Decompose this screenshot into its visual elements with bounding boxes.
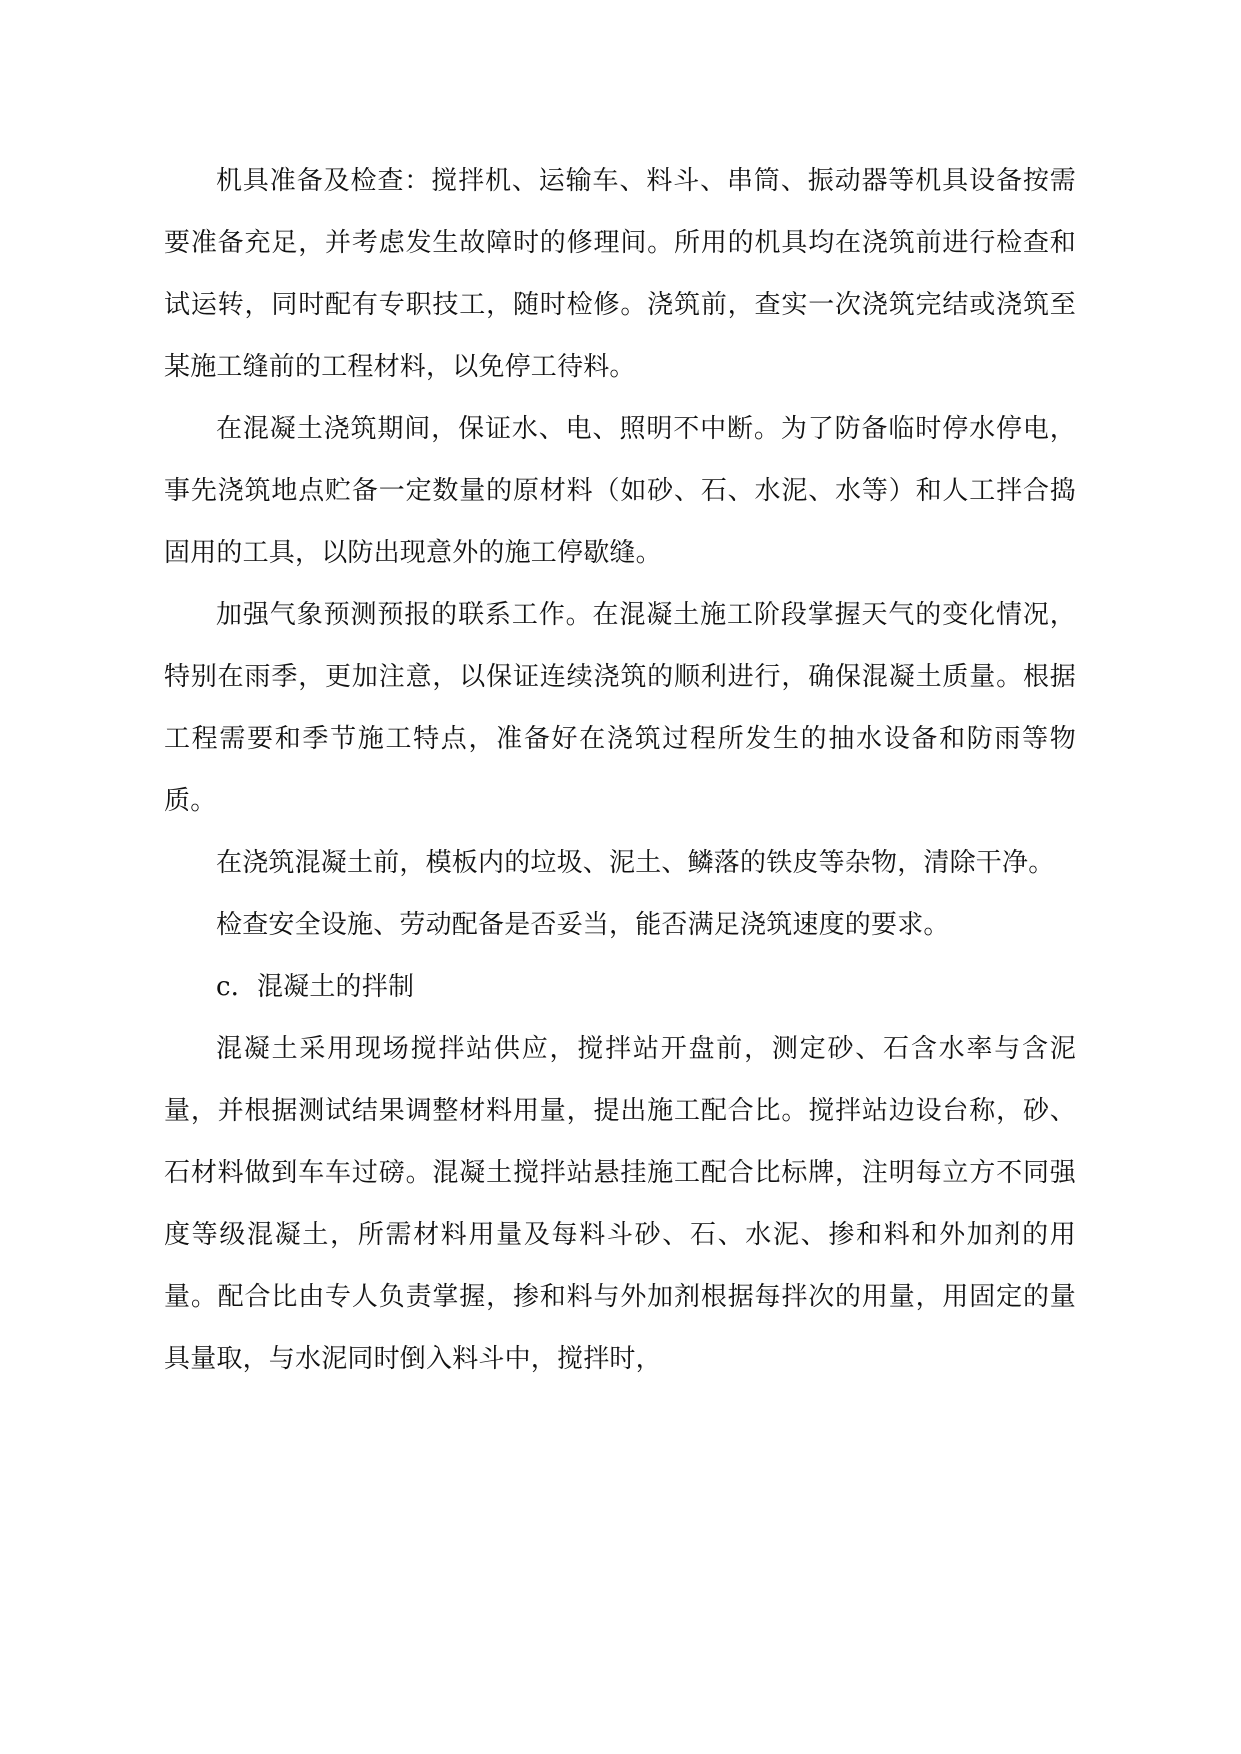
paragraph-utilities-continuity: 在混凝土浇筑期间，保证水、电、照明不中断。为了防备临时停水停电，事先浇筑地点贮备一定数量的原材料（如砂、石、水泥、水等）和人工拌合捣固用的工具，以防出现意外的施工停歇缝。 bbox=[164, 414, 1076, 568]
paragraph-formwork-cleaning: 在浇筑混凝土前，模板内的垃圾、泥土、鳞落的铁皮等杂物，清除干净。 bbox=[216, 848, 1055, 878]
document-body bbox=[164, 150, 1076, 1390]
paragraph-safety-check: 检查安全设施、劳动配备是否妥当，能否满足浇筑速度的要求。 bbox=[216, 910, 950, 940]
paragraph-weather-forecast: 加强气象预测预报的联系工作。在混凝土施工阶段掌握天气的变化情况，特别在雨季，更加注意，以保证连续浇筑的顺利进行，确保混凝土质量。根据工程需要和季节施工特点，准备好在浇筑过程所发生的抽水设备和防雨等物质。 bbox=[164, 600, 1076, 816]
paragraph-mixing-station: 混凝土采用现场搅拌站供应，搅拌站开盘前，测定砂、石含水率与含泥量，并根据测试结果调整材料用量，提出施工配合比。搅拌站边设台称，砂、石材料做到车车过磅。混凝土搅拌站悬挂施工配合比标牌，注明每立方不同强度等级混凝土，所需材料用量及每料斗砂、石、水泥、掺和料和外加剂的用量。配合比由专人负责掌握，掺和料与外加剂根据每拌次的用量，用固定的量具量取，与水泥同时倒入料斗中，搅拌时， bbox=[164, 1034, 1076, 1374]
paragraph-equipment-preparation: 机具准备及检查：搅拌机、运输车、料斗、串筒、振动器等机具设备按需要准备充足，并考虑发生故障时的修理间。所用的机具均在浇筑前进行检查和试运转，同时配有专职技工，随时检修。浇筑前，查实一次浇筑完结或浇筑至某施工缝前的工程材料，以免停工待料。 bbox=[164, 166, 1076, 382]
section-heading-concrete-mixing: c．混凝土的拌制 bbox=[216, 972, 415, 1002]
